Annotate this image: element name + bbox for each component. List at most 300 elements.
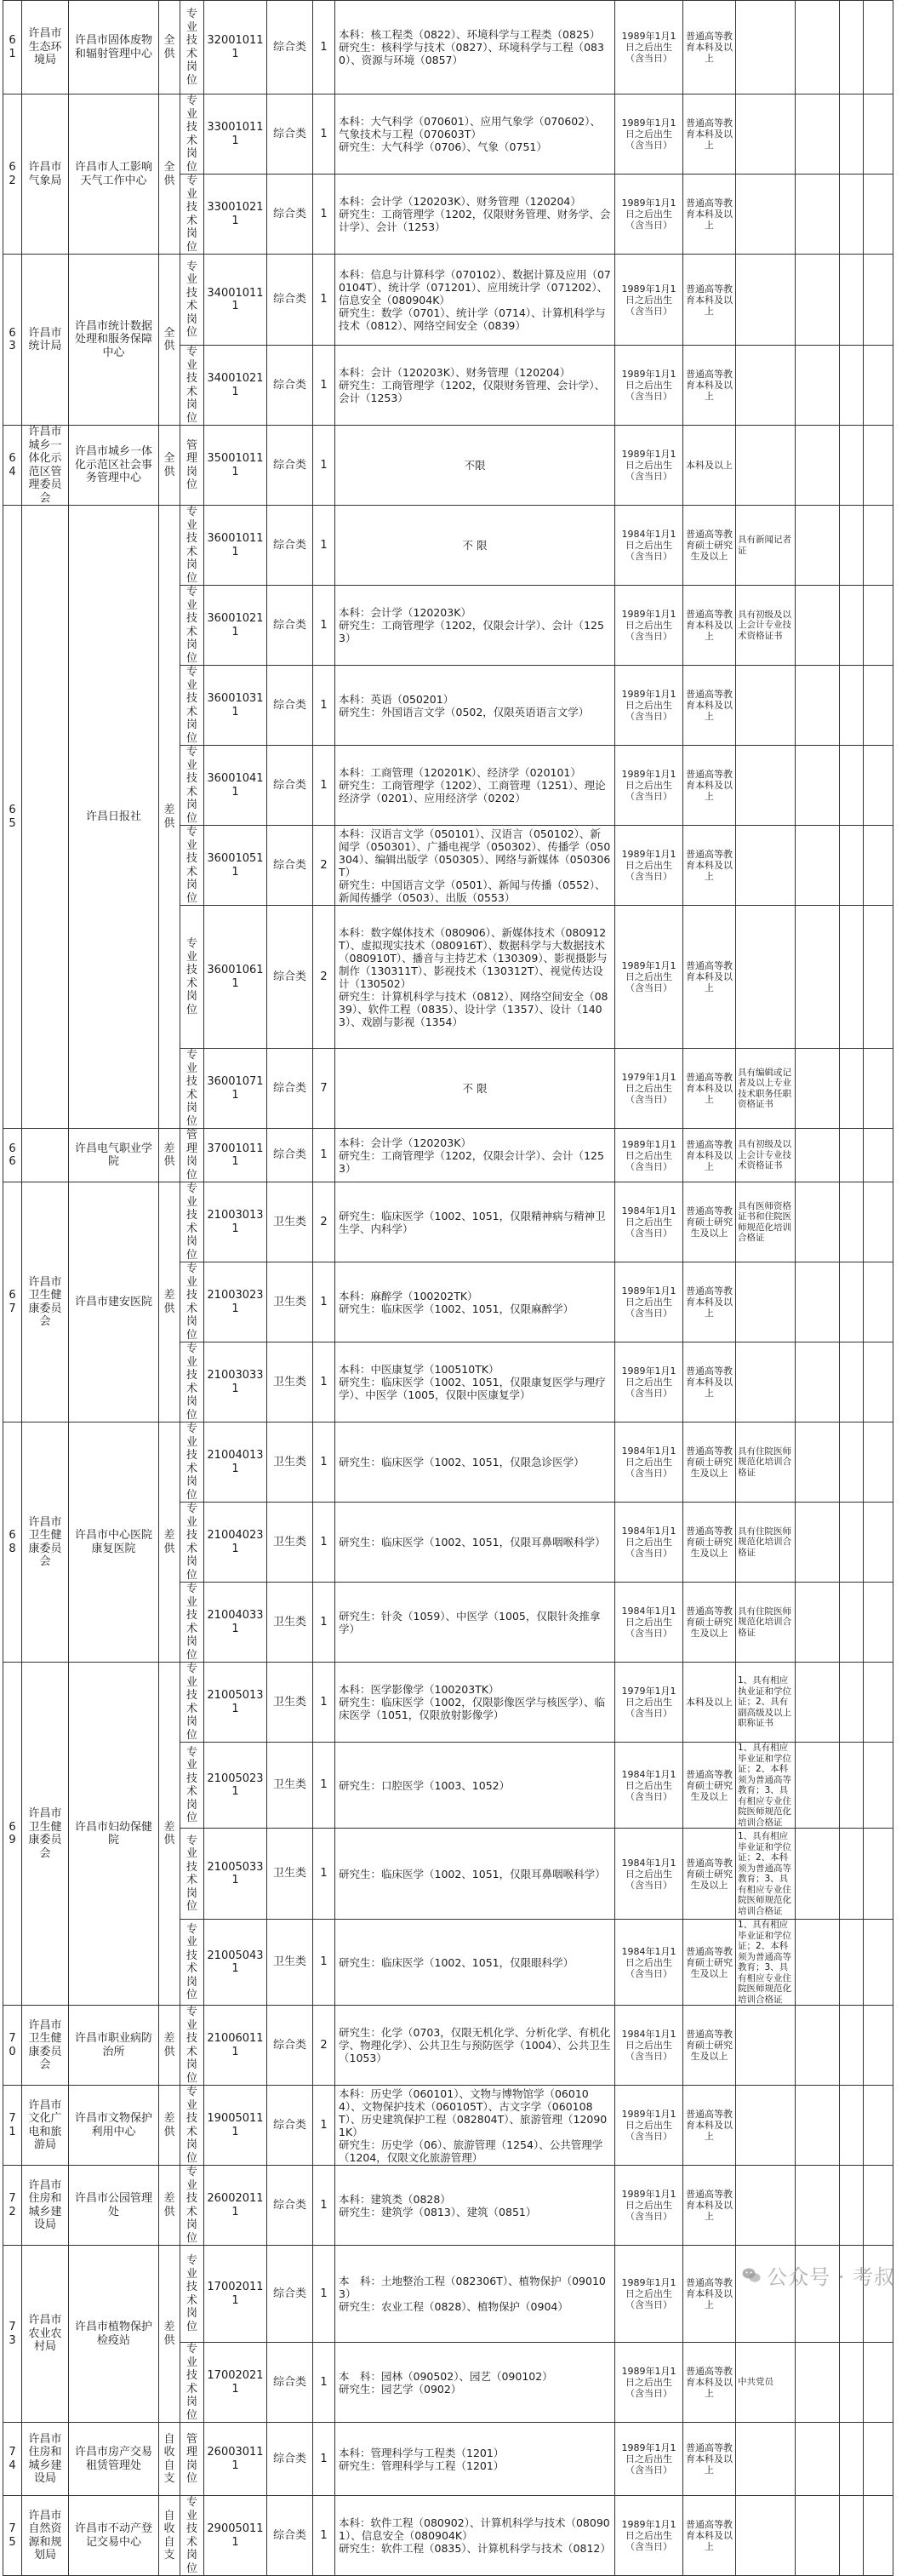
major-requirement-cell: 研究生：临床医学（1002、1051，仅限精神病与精神卫生学、内科学） [335,1182,615,1262]
hiring-count-cell: 1 [313,1129,335,1182]
education-requirement-cell: 普通高等教育本科及以上 [683,2496,736,2576]
major-requirement-cell: 研究生：临床医学（1002、1051，仅限急诊医学） [335,1423,615,1503]
remark-cell: 具有住院医师规范化培训合格证 [736,1583,796,1663]
table-row [3,506,893,586]
department-cell: 许昌市自然资源和规划局 [22,2496,69,2576]
table-row [3,1,893,94]
remark-cell: 具有住院医师规范化培训合格证 [736,1503,796,1583]
age-requirement-cell: 1989年1月1日之后出生（含当日） [615,746,683,826]
exam-category-cell: 综合类 [267,666,313,746]
serial-number-cell: 68 [3,1423,22,1663]
hiring-count-cell: 1 [313,1829,335,1920]
exam-category-cell: 综合类 [267,906,313,1049]
age-requirement-cell: 1984年1月1日之后出生（含当日） [615,1583,683,1663]
table-row [3,426,893,506]
remark-cell: 具有编辑或记者及以上专业技术职务任职资格证书 [736,1049,796,1129]
position-type-cell: 专业技术岗位 [180,1743,204,1829]
extra-column-cell-3 [864,1503,893,1583]
department-cell: 许昌市住房和城乡建设局 [22,2166,69,2246]
extra-column-cell-1 [796,175,840,255]
remark-cell [736,426,796,506]
remark-cell: 具有医师资格证书和住院医师规范化培训合格证 [736,1182,796,1262]
hiring-count-cell: 1 [313,1,335,94]
extra-column-cell-1 [796,2343,840,2423]
extra-column-cell-3 [864,2343,893,2423]
department-cell: 许昌市卫生健康委员会 [22,2006,69,2086]
position-type-cell: 专业技术岗位 [180,175,204,255]
extra-column-cell-2 [840,506,864,586]
unit-name-cell: 许昌市职业病防治所 [69,2006,159,2086]
table-row [3,2423,893,2496]
education-requirement-cell: 普通高等教育本科及以上 [683,1262,736,1342]
exam-category-cell: 综合类 [267,1,313,94]
education-requirement-cell: 普通高等教育硕士研究生及以上 [683,1503,736,1583]
department-cell: 许昌市卫生健康委员会 [22,1182,69,1423]
age-requirement-cell: 1989年1月1日之后出生（含当日） [615,666,683,746]
position-code-cell: 210030131 [204,1182,267,1262]
extra-column-cell-1 [796,506,840,586]
table-row [3,2006,893,2086]
age-requirement-cell: 1989年1月1日之后出生（含当日） [615,1262,683,1342]
recruitment-table [3,0,893,2576]
exam-category-cell: 综合类 [267,426,313,506]
hiring-count-cell: 1 [313,746,335,826]
exam-category-cell: 综合类 [267,2496,313,2576]
extra-column-cell-2 [840,255,864,346]
position-type-cell: 专业技术岗位 [180,1342,204,1423]
position-type-cell: 专业技术岗位 [180,746,204,826]
department-cell [22,506,69,1129]
major-requirement-cell: 本科：大气科学（070601）、应用气象学（070602）、气象技术与工程（070603T） 研究生：大气科学（0706）、气象（0751） [335,94,615,175]
position-code-cell: 360010211 [204,586,267,666]
hiring-count-cell: 1 [313,666,335,746]
extra-column-cell-1 [796,1049,840,1129]
unit-name-cell: 许昌市中心医院康复医院 [69,1423,159,1663]
extra-column-cell-3 [864,666,893,746]
remark-cell [736,826,796,906]
funding-type-cell: 差供 [159,1129,180,1182]
exam-category-cell: 综合类 [267,826,313,906]
extra-column-cell-1 [796,1920,840,2006]
age-requirement-cell: 1989年1月1日之后出生（含当日） [615,586,683,666]
hiring-count-cell: 1 [313,255,335,346]
education-requirement-cell: 普通高等教育本科及以上 [683,175,736,255]
major-requirement-cell: 本 科：园林（090502）、园艺（090102） 研究生：园艺学（0902） [335,2343,615,2423]
hiring-count-cell: 2 [313,1182,335,1262]
extra-column-cell-3 [864,1182,893,1262]
education-requirement-cell: 普通高等教育本科及以上 [683,1129,736,1182]
funding-type-cell: 差供 [159,2006,180,2086]
unit-name-cell: 许昌市人工影响天气工作中心 [69,94,159,255]
extra-column-cell-3 [864,1129,893,1182]
education-requirement-cell: 本科及以上 [683,426,736,506]
exam-category-cell: 卫生类 [267,1583,313,1663]
table-row [3,2496,893,2576]
hiring-count-cell: 2 [313,826,335,906]
position-type-cell: 专业技术岗位 [180,2246,204,2343]
education-requirement-cell: 普通高等教育本科及以上 [683,666,736,746]
extra-column-cell-2 [840,94,864,175]
extra-column-cell-1 [796,1,840,94]
funding-type-cell: 差供 [159,2086,180,2166]
exam-category-cell: 卫生类 [267,1829,313,1920]
hiring-count-cell: 1 [313,2343,335,2423]
education-requirement-cell: 普通高等教育本科及以上 [683,746,736,826]
hiring-count-cell: 1 [313,94,335,175]
education-requirement-cell: 普通高等教育硕士研究生及以上 [683,1182,736,1262]
serial-number-cell: 72 [3,2166,22,2246]
exam-category-cell: 综合类 [267,2343,313,2423]
serial-number-cell: 66 [3,1129,22,1182]
remark-cell: 具有初级及以上会计专业技术资格证书 [736,1129,796,1182]
age-requirement-cell: 1984年1月1日之后出生（含当日） [615,506,683,586]
position-code-cell: 370010111 [204,1129,267,1182]
exam-category-cell: 综合类 [267,506,313,586]
major-requirement-cell: 本科：医学影像学（100203TK） 研究生：临床医学（1002，仅限影像医学与核医学）、临床医学（1051，仅限放射影像学） [335,1663,615,1743]
age-requirement-cell: 1989年1月1日之后出生（含当日） [615,255,683,346]
education-requirement-cell: 普通高等教育硕士研究生及以上 [683,506,736,586]
position-code-cell: 210050231 [204,1743,267,1829]
position-type-cell: 专业技术岗位 [180,586,204,666]
hiring-count-cell: 1 [313,586,335,666]
position-type-cell: 专业技术岗位 [180,2086,204,2166]
age-requirement-cell: 1984年1月1日之后出生（含当日） [615,1503,683,1583]
age-requirement-cell: 1989年1月1日之后出生（含当日） [615,2246,683,2343]
age-requirement-cell: 1989年1月1日之后出生（含当日） [615,346,683,426]
exam-category-cell: 卫生类 [267,1342,313,1423]
extra-column-cell-2 [840,906,864,1049]
major-requirement-cell: 不 限 [335,1049,615,1129]
table-row [3,2166,893,2246]
remark-cell: 1、具有相应毕业证和学位证；2、本科须为普通高等教育；3、具有相应专业住院医师规范化培训合格证 [736,1829,796,1920]
hiring-count-cell: 1 [313,175,335,255]
age-requirement-cell: 1989年1月1日之后出生（含当日） [615,826,683,906]
major-requirement-cell: 本科：工商管理（120201K）、经济学（020101） 研究生：工商管理学（1202）、工商管理（1251）、理论经济学（0201）、应用经济学（0202） [335,746,615,826]
education-requirement-cell: 普通高等教育硕士研究生及以上 [683,1743,736,1829]
extra-column-cell-1 [796,94,840,175]
age-requirement-cell: 1989年1月1日之后出生（含当日） [615,426,683,506]
remark-cell: 具有住院医师规范化培训合格证 [736,1423,796,1503]
department-cell: 许昌市卫生健康委员会 [22,1663,69,2006]
education-requirement-cell: 普通高等教育本科及以上 [683,906,736,1049]
unit-name-cell: 许昌市城乡一体化示范区社会事务管理中心 [69,426,159,506]
funding-type-cell: 自收自支 [159,2423,180,2496]
extra-column-cell-2 [840,2166,864,2246]
major-requirement-cell: 本科：历史学（060101）、文物与博物馆学（060104）、文物保护技术（060105T）、古文字学（060108T）、历史建筑保护工程（082804T）、旅游管理（120901K） 研究生：历史学（06）、旅游管理（1254）、公共管理学（1204，仅限文化旅游管理） [335,2086,615,2166]
unit-name-cell: 许昌市不动产登记交易中心 [69,2496,159,2576]
major-requirement-cell: 本科：中医康复学（100510TK） 研究生：临床医学（1002、1051，仅限康复医学与理疗学）、中医学（1005，仅限中医康复学） [335,1342,615,1423]
exam-category-cell: 卫生类 [267,1920,313,2006]
major-requirement-cell: 本科：软件工程（080902）、计算机科学与技术（080901）、信息安全（080904K） 研究生：软件工程（0835）、计算机科学与技术（0812） [335,2496,615,2576]
age-requirement-cell: 1989年1月1日之后出生（含当日） [615,2343,683,2423]
position-type-cell: 专业技术岗位 [180,1049,204,1129]
exam-category-cell: 综合类 [267,586,313,666]
remark-cell [736,2496,796,2576]
age-requirement-cell: 1984年1月1日之后出生（含当日） [615,1743,683,1829]
age-requirement-cell: 1979年1月1日之后出生（含当日） [615,1049,683,1129]
position-type-cell: 专业技术岗位 [180,906,204,1049]
extra-column-cell-3 [864,1663,893,1743]
exam-category-cell: 综合类 [267,175,313,255]
hiring-count-cell: 1 [313,426,335,506]
age-requirement-cell: 1989年1月1日之后出生（含当日） [615,2166,683,2246]
age-requirement-cell: 1984年1月1日之后出生（含当日） [615,1182,683,1262]
unit-name-cell: 许昌日报社 [69,506,159,1129]
funding-type-cell: 全供 [159,1,180,94]
extra-column-cell-3 [864,1583,893,1663]
hiring-count-cell: 1 [313,1583,335,1663]
extra-column-cell-1 [796,1583,840,1663]
unit-name-cell: 许昌市建安医院 [69,1182,159,1423]
extra-column-cell-3 [864,1920,893,2006]
position-code-cell: 210050431 [204,1920,267,2006]
education-requirement-cell: 普通高等教育本科及以上 [683,2423,736,2496]
extra-column-cell-3 [864,94,893,175]
extra-column-cell-1 [796,1503,840,1583]
position-code-cell: 210040131 [204,1423,267,1503]
education-requirement-cell: 普通高等教育本科及以上 [683,586,736,666]
position-type-cell: 专业技术岗位 [180,1829,204,1920]
hiring-count-cell: 2 [313,906,335,1049]
extra-column-cell-2 [840,2496,864,2576]
hiring-count-cell: 1 [313,346,335,426]
serial-number-cell: 62 [3,94,22,255]
extra-column-cell-3 [864,1829,893,1920]
extra-column-cell-1 [796,1262,840,1342]
major-requirement-cell: 本科：管理科学与工程类（1201） 研究生：管理科学与工程（1201） [335,2423,615,2496]
table-row [3,2086,893,2166]
extra-column-cell-1 [796,255,840,346]
age-requirement-cell: 1984年1月1日之后出生（含当日） [615,1920,683,2006]
remark-cell: 1、具有相应毕业证和学位证；2、本科须为普通高等教育；3、具有相应专业住院医师规范化培训合格证 [736,1920,796,2006]
funding-type-cell: 全供 [159,426,180,506]
extra-column-cell-1 [796,1829,840,1920]
extra-column-cell-3 [864,2496,893,2576]
extra-column-cell-1 [796,666,840,746]
extra-column-cell-1 [796,1182,840,1262]
age-requirement-cell: 1984年1月1日之后出生（含当日） [615,1423,683,1503]
extra-column-cell-3 [864,255,893,346]
serial-number-cell: 64 [3,426,22,506]
exam-category-cell: 综合类 [267,2166,313,2246]
exam-category-cell: 综合类 [267,2006,313,2086]
education-requirement-cell: 普通高等教育本科及以上 [683,1,736,94]
age-requirement-cell: 1979年1月1日之后出生（含当日） [615,1663,683,1743]
education-requirement-cell: 本科及以上 [683,1663,736,1743]
hiring-count-cell: 1 [313,1503,335,1583]
extra-column-cell-1 [796,2006,840,2086]
education-requirement-cell: 普通高等教育本科及以上 [683,1342,736,1423]
major-requirement-cell: 本科：会计（120203K）、财务管理（120204） 研究生：工商管理学（1202，仅限财务管理、会计学）、会计（1253） [335,346,615,426]
position-code-cell: 360010311 [204,666,267,746]
major-requirement-cell: 研究生：临床医学（1002、1051，仅限耳鼻咽喉科学） [335,1829,615,1920]
age-requirement-cell: 1989年1月1日之后出生（含当日） [615,2496,683,2576]
position-code-cell: 210040231 [204,1503,267,1583]
age-requirement-cell: 1989年1月1日之后出生（含当日） [615,906,683,1049]
age-requirement-cell: 1984年1月1日之后出生（含当日） [615,2006,683,2086]
extra-column-cell-3 [864,1,893,94]
position-type-cell: 专业技术岗位 [180,1262,204,1342]
serial-number-cell: 75 [3,2496,22,2576]
extra-column-cell-2 [840,1129,864,1182]
position-code-cell: 330010211 [204,175,267,255]
hiring-count-cell: 1 [313,1743,335,1829]
hiring-count-cell: 1 [313,2246,335,2343]
position-code-cell: 360010411 [204,746,267,826]
position-type-cell: 专业技术岗位 [180,1,204,94]
exam-category-cell: 卫生类 [267,1743,313,1829]
remark-cell: 中共党员 [736,2343,796,2423]
extra-column-cell-2 [840,586,864,666]
funding-type-cell: 差供 [159,1423,180,1663]
extra-column-cell-2 [840,2343,864,2423]
funding-type-cell: 全供 [159,94,180,255]
remark-cell: 1、具有相应执业证和学位证；2、具有副高级及以上职称证书 [736,1663,796,1743]
unit-name-cell: 许昌市植物保护检疫站 [69,2246,159,2423]
position-type-cell: 管理岗位 [180,2423,204,2496]
exam-category-cell: 卫生类 [267,1423,313,1503]
table-row [3,1423,893,1503]
table-row [3,1182,893,1262]
exam-category-cell: 综合类 [267,2086,313,2166]
position-type-cell: 专业技术岗位 [180,1503,204,1583]
hiring-count-cell: 1 [313,2086,335,2166]
remark-cell [736,255,796,346]
position-code-cell: 360010111 [204,506,267,586]
remark-cell: 具有新闻记者证 [736,506,796,586]
remark-cell: 1、具有相应毕业证和学位证；2、本科须为普通高等教育；3、具有相应专业住院医师规范化培训合格证 [736,1743,796,1829]
serial-number-cell: 63 [3,255,22,426]
position-type-cell: 专业技术岗位 [180,1583,204,1663]
extra-column-cell-2 [840,1342,864,1423]
position-type-cell: 专业技术岗位 [180,2496,204,2576]
extra-column-cell-2 [840,1663,864,1743]
extra-column-cell-3 [864,426,893,506]
extra-column-cell-3 [864,826,893,906]
extra-column-cell-1 [796,586,840,666]
department-cell: 许昌市气象局 [22,94,69,255]
age-requirement-cell: 1984年1月1日之后出生（含当日） [615,1829,683,1920]
education-requirement-cell: 普通高等教育本科及以上 [683,2166,736,2246]
funding-type-cell: 自收自支 [159,2496,180,2576]
remark-cell [736,906,796,1049]
extra-column-cell-3 [864,746,893,826]
major-requirement-cell: 研究生：临床医学（1002、1051，仅限眼科学） [335,1920,615,2006]
serial-number-cell: 70 [3,2006,22,2086]
remark-cell [736,746,796,826]
unit-name-cell: 许昌市固体废物和辐射管理中心 [69,1,159,94]
extra-column-cell-2 [840,1049,864,1129]
major-requirement-cell: 本科：会计学（120203K） 研究生：工商管理学（1202，仅限会计学）、会计（1253） [335,1129,615,1182]
remark-cell [736,1,796,94]
extra-column-cell-1 [796,346,840,426]
extra-column-cell-3 [864,2006,893,2086]
extra-column-cell-2 [840,175,864,255]
extra-column-cell-3 [864,2166,893,2246]
unit-name-cell: 许昌市房产交易租赁管理处 [69,2423,159,2496]
position-code-cell: 360010511 [204,826,267,906]
exam-category-cell: 卫生类 [267,1663,313,1743]
exam-category-cell: 综合类 [267,746,313,826]
position-type-cell: 专业技术岗位 [180,2343,204,2423]
major-requirement-cell: 本科：建筑类（0828） 研究生：建筑学（0813）、建筑（0851） [335,2166,615,2246]
watermark-text: 公众号 · 考叔 [767,2265,895,2289]
department-cell: 许昌市统计局 [22,255,69,426]
exam-category-cell: 卫生类 [267,1262,313,1342]
major-requirement-cell: 研究生：化学（0703，仅限无机化学、分析化学、有机化学、物理化学）、公共卫生与预防医学（1004）、公共卫生（1053） [335,2006,615,2086]
extra-column-cell-2 [840,1503,864,1583]
exam-category-cell: 综合类 [267,2423,313,2496]
remark-cell [736,346,796,426]
hiring-count-cell: 2 [313,2006,335,2086]
department-cell: 许昌市卫生健康委员会 [22,1423,69,1663]
extra-column-cell-3 [864,1423,893,1503]
extra-column-cell-2 [840,1743,864,1829]
extra-column-cell-1 [796,2166,840,2246]
extra-column-cell-3 [864,346,893,426]
remark-cell [736,175,796,255]
department-cell: 许昌市生态环境局 [22,1,69,94]
extra-column-cell-1 [796,2086,840,2166]
position-code-cell: 360010711 [204,1049,267,1129]
extra-column-cell-2 [840,1920,864,2006]
age-requirement-cell: 1989年1月1日之后出生（含当日） [615,175,683,255]
major-requirement-cell: 本 科：土地整治工程（082306T）、植物保护（090103） 研究生：农业工程（0828）、植物保护（0904） [335,2246,615,2343]
position-code-cell: 170020211 [204,2343,267,2423]
exam-category-cell: 卫生类 [267,1503,313,1583]
remark-cell [736,666,796,746]
major-requirement-cell: 本科：信息与计算科学（070102）、数据计算及应用（070104T）、统计学（071201）、应用统计学（071202）、信息安全（080904K） 研究生：数学（0701）、统计学（0714）、计算机科学与技术（0812）、网络空间安全（0839） [335,255,615,346]
extra-column-cell-2 [840,826,864,906]
position-code-cell: 210050331 [204,1829,267,1920]
serial-number-cell: 74 [3,2423,22,2496]
extra-column-cell-1 [796,2423,840,2496]
age-requirement-cell: 1989年1月1日之后出生（含当日） [615,94,683,175]
extra-column-cell-3 [864,2086,893,2166]
position-code-cell: 340010111 [204,255,267,346]
funding-type-cell: 差供 [159,506,180,1129]
position-type-cell: 专业技术岗位 [180,506,204,586]
extra-column-cell-2 [840,426,864,506]
hiring-count-cell: 1 [313,2423,335,2496]
hiring-count-cell: 1 [313,2496,335,2576]
exam-category-cell: 卫生类 [267,1182,313,1262]
table-row [3,255,893,346]
hiring-count-cell: 7 [313,1049,335,1129]
hiring-count-cell: 1 [313,1663,335,1743]
education-requirement-cell: 普通高等教育硕士研究生及以上 [683,1829,736,1920]
major-requirement-cell: 本科：会计学（120203K）、财务管理（120204） 研究生：工商管理学（1202，仅限财务管理、财务学、会计学）、会计（1253） [335,175,615,255]
extra-column-cell-1 [796,826,840,906]
hiring-count-cell: 1 [313,1262,335,1342]
extra-column-cell-2 [840,1583,864,1663]
extra-column-cell-3 [864,586,893,666]
serial-number-cell: 69 [3,1663,22,2006]
watermark [741,2260,895,2290]
education-requirement-cell: 普通高等教育硕士研究生及以上 [683,2006,736,2086]
department-cell: 许昌市住房和城乡建设局 [22,2423,69,2496]
unit-name-cell: 许昌市统计数据处理和服务保障中心 [69,255,159,426]
position-code-cell: 210060111 [204,2006,267,2086]
extra-column-cell-2 [840,1423,864,1503]
extra-column-cell-1 [796,1342,840,1423]
hiring-count-cell: 1 [313,1423,335,1503]
education-requirement-cell: 普通高等教育本科及以上 [683,346,736,426]
remark-cell [736,2006,796,2086]
remark-cell [736,1342,796,1423]
major-requirement-cell: 研究生：针灸（1059）、中医学（1005，仅限针灸推拿学） [335,1583,615,1663]
extra-column-cell-2 [840,1,864,94]
